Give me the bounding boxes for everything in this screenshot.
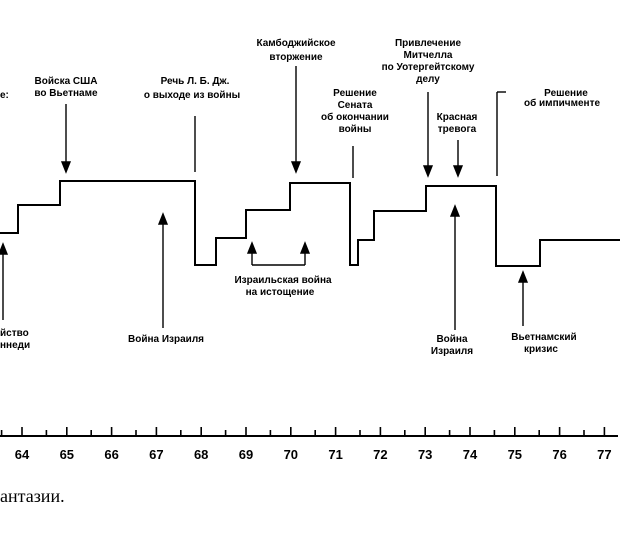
vietnam-crisis-label: Вьетнамский кризис (511, 332, 577, 355)
red-alert-label: Красная тревога (436, 112, 478, 135)
axis-tick-label: 65 (59, 447, 75, 462)
axis-tick-label: 72 (373, 447, 388, 462)
israel-war-1-arrow (159, 214, 167, 328)
axis-tick-label: 68 (193, 447, 209, 462)
axis-tick-label: 71 (328, 447, 343, 462)
axis-tick-label: 64 (14, 447, 30, 462)
mitchell-label: Привлечение Митчелла по Уотергейтскому делу (381, 38, 475, 85)
israel-war-2-label: Война Израиля (430, 334, 474, 357)
axis-tick-label: 69 (238, 447, 254, 462)
axis-tick-label: 75 (507, 447, 523, 462)
axis-tick-label: 73 (417, 447, 433, 462)
troops-arrow (62, 104, 70, 172)
israel-war-1-label: Война Израиля (127, 334, 205, 345)
axis-tick-labels (15, 447, 612, 462)
kennedy-arrow (0, 244, 7, 320)
axis-tick-label: 66 (104, 447, 119, 462)
mitchell-arrow (424, 92, 432, 176)
impeachment-label: Решение об импичменте (523, 88, 601, 109)
vietnam-crisis-arrow (519, 272, 527, 326)
troops-label: Войска США во Вьетнаме (34, 76, 98, 99)
kennedy-fragment-label: йство ннеди (0, 328, 31, 351)
cambodia-arrow (292, 66, 300, 172)
axis-tick-label: 76 (552, 447, 567, 462)
johnson-speech-label: Речь Л. Б. Дж. о выходе из войны (143, 76, 241, 101)
impeachment-arrow (497, 92, 506, 176)
axis-tick-marks (2, 427, 605, 436)
left-top-fragment-label: е: (0, 90, 9, 101)
caption-text: антазии. (0, 486, 65, 506)
red-alert-arrow (454, 140, 462, 176)
israel-attrition-label: Израильская война на истощение (234, 275, 332, 298)
senate-label: Решение Сената об окончании войны (321, 88, 389, 135)
axis-tick-label: 67 (149, 447, 164, 462)
israel-attrition-bracket (248, 243, 309, 265)
axis-tick-label: 74 (462, 447, 478, 462)
cambodia-label: Камбоджийское вторжение (256, 38, 336, 63)
axis-tick-label: 77 (597, 447, 612, 462)
axis-tick-label: 70 (283, 447, 299, 462)
fantasy-level-line (0, 181, 620, 266)
israel-war-2-arrow (451, 206, 459, 330)
